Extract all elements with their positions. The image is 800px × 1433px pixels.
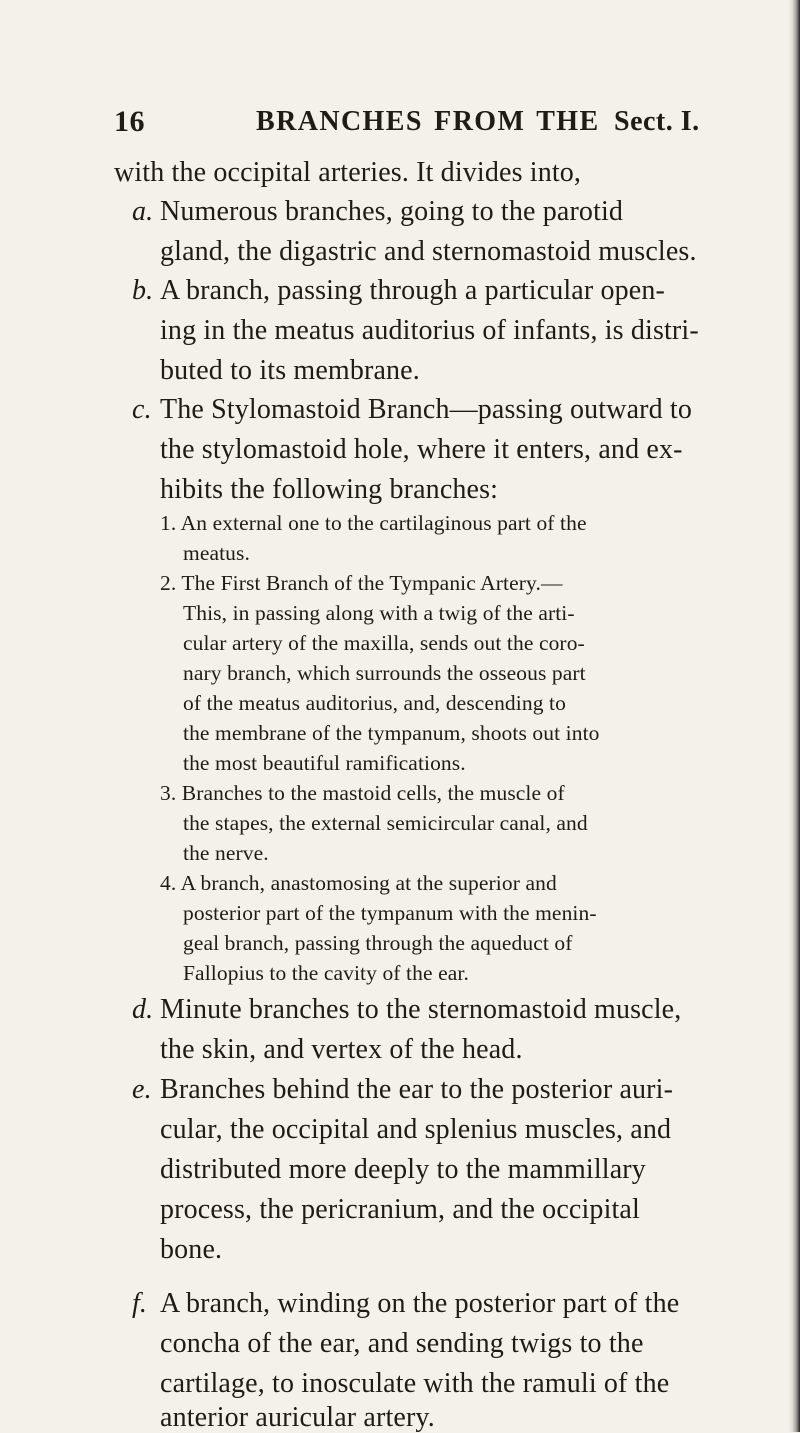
text-line: the nerve. bbox=[183, 841, 269, 865]
text-line: of the meatus auditorius, and, descending to bbox=[183, 691, 566, 715]
text-line: This, in passing along with a twig of the arti- bbox=[183, 601, 575, 625]
text-line: cular artery of the maxilla, sends out the coro- bbox=[183, 631, 585, 655]
item-label-e: e. bbox=[132, 1074, 152, 1105]
text-line: geal branch, passing through the aqueduct of bbox=[183, 931, 573, 955]
text-line: with the occipital arteries. It divides into, bbox=[114, 157, 582, 188]
item-label-a: a. bbox=[132, 196, 154, 227]
text-line: process, the pericranium, and the occipital bbox=[160, 1194, 640, 1225]
page-number: 16 bbox=[114, 105, 145, 138]
text-line: A branch, passing through a particular open- bbox=[160, 275, 666, 306]
text-line: the stylomastoid hole, where it enters, and ex- bbox=[160, 434, 683, 465]
text-line: posterior part of the tympanum with the menin- bbox=[183, 901, 597, 925]
item-label-d: d. bbox=[132, 994, 154, 1025]
item-label-b: b. bbox=[132, 275, 154, 306]
text-line: Numerous branches, going to the parotid bbox=[160, 196, 624, 227]
text-line: anterior auricular artery. bbox=[160, 1402, 435, 1433]
text-line: nary branch, which surrounds the osseous part bbox=[183, 661, 586, 685]
running-title: BRANCHES FROM THE bbox=[256, 106, 600, 137]
text-line: cular, the occipital and splenius muscles, and bbox=[160, 1114, 672, 1145]
text-line: hibits the following branches: bbox=[160, 474, 499, 505]
text-line: distributed more deeply to the mammillary bbox=[160, 1154, 646, 1185]
item-label-f: f. bbox=[132, 1288, 148, 1319]
text-line: buted to its membrane. bbox=[160, 355, 420, 386]
text-line: A branch, winding on the posterior part of the bbox=[160, 1288, 680, 1319]
section-mark: Sect. I. bbox=[614, 106, 700, 137]
text-line: gland, the digastric and sternomastoid muscles. bbox=[160, 236, 697, 267]
text-line: 1. An external one to the cartilaginous part of the bbox=[160, 511, 587, 535]
text-line: bone. bbox=[160, 1234, 223, 1265]
text-line: ing in the meatus auditorius of infants, is distri- bbox=[160, 315, 699, 346]
text-line: 3. Branches to the mastoid cells, the muscle of bbox=[160, 781, 565, 805]
text-line: the skin, and vertex of the head. bbox=[160, 1034, 523, 1065]
text-line: Fallopius to the cavity of the ear. bbox=[183, 961, 469, 985]
text-line: concha of the ear, and sending twigs to the bbox=[160, 1328, 644, 1359]
text-line: Minute branches to the sternomastoid muscle, bbox=[160, 994, 682, 1025]
text-line: 4. A branch, anastomosing at the superior and bbox=[160, 871, 557, 895]
text-line: The Stylomastoid Branch—passing outward to bbox=[160, 394, 693, 425]
text-line: cartilage, to inosculate with the ramuli of the bbox=[160, 1368, 670, 1399]
item-label-c: c. bbox=[132, 394, 152, 425]
text-line: Branches behind the ear to the posterior auri- bbox=[160, 1074, 674, 1105]
text-line: the most beautiful ramifications. bbox=[183, 751, 466, 775]
text-line: the stapes, the external semicircular canal, and bbox=[183, 811, 588, 835]
text-line: meatus. bbox=[183, 541, 250, 565]
text-line: 2. The First Branch of the Tympanic Artery.— bbox=[160, 571, 563, 595]
text-line: the membrane of the tympanum, shoots out into bbox=[183, 721, 600, 745]
